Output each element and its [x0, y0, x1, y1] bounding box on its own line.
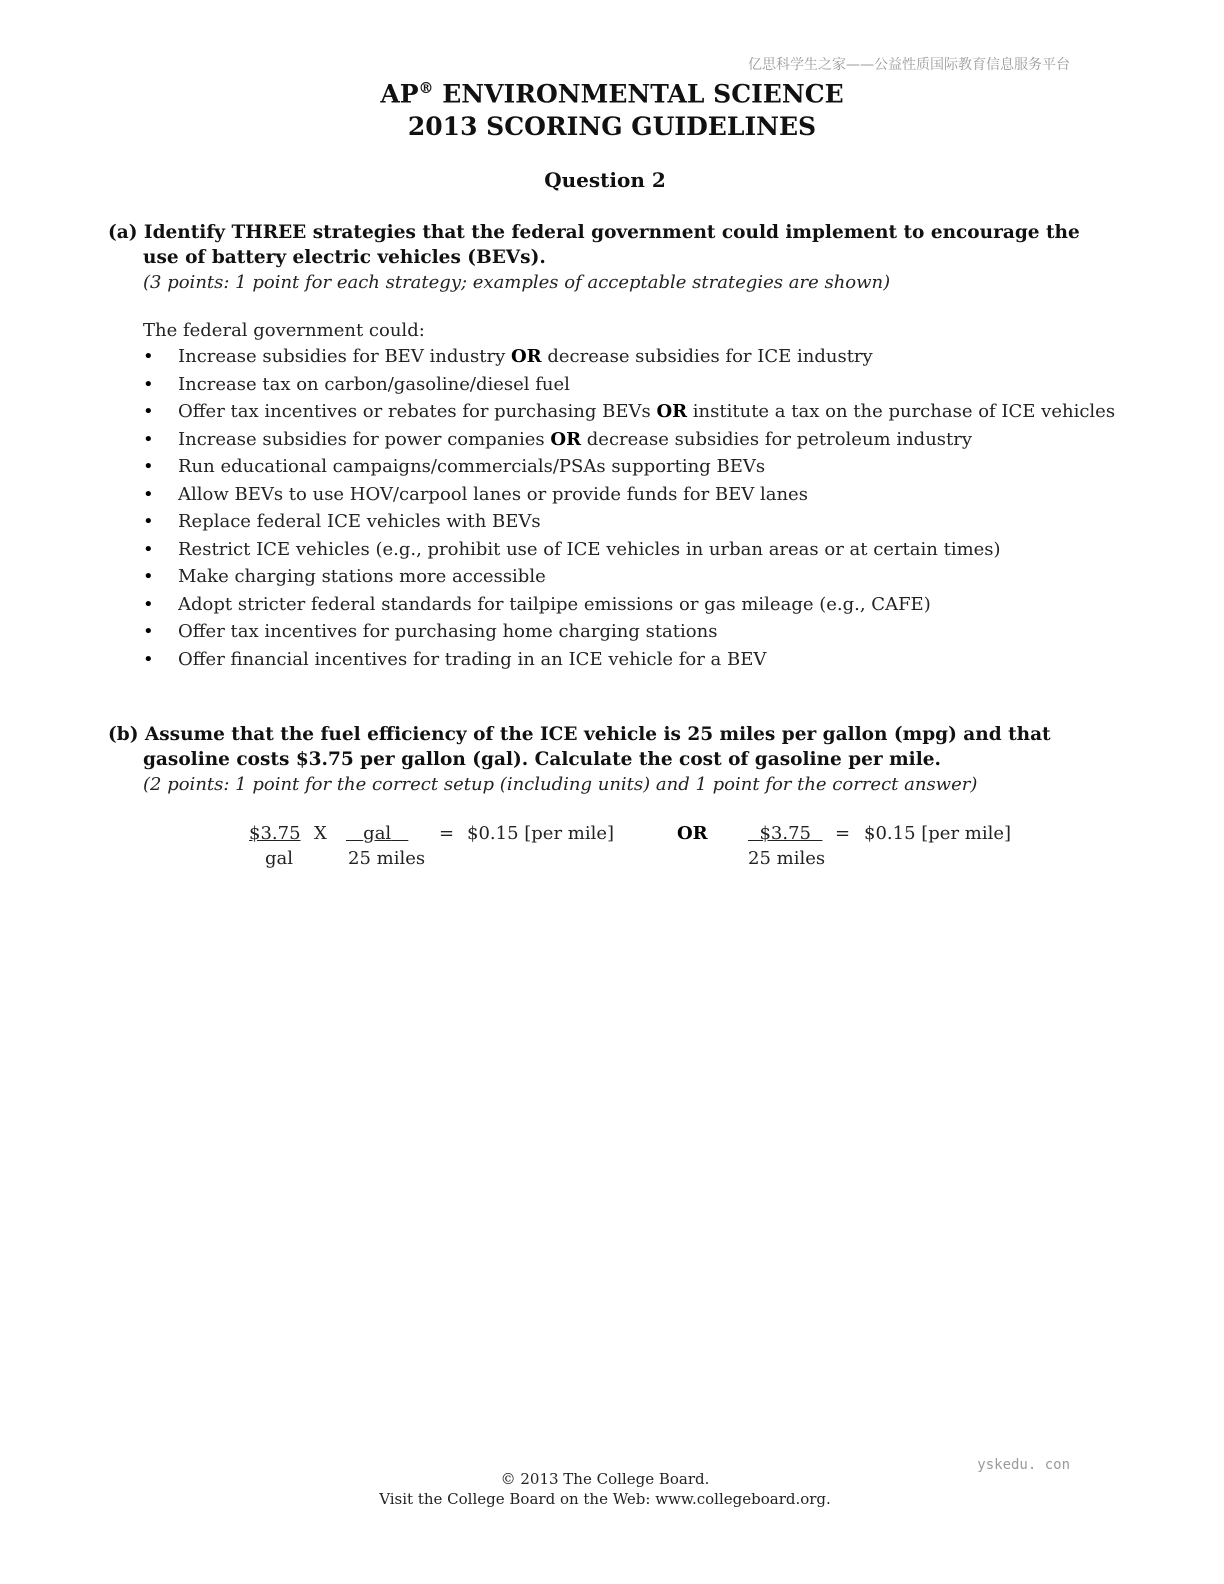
equals-sign-2: =	[835, 823, 851, 844]
or-label: OR	[677, 823, 708, 844]
strategy-list	[108, 345, 1118, 672]
strategy-item: • Increase subsidies for BEV industry OR decrease subsidies for ICE industry	[178, 345, 1118, 370]
part-a-intro: The federal government could:	[143, 320, 425, 341]
strategy-item: • Offer tax incentives for purchasing home charging stations	[178, 620, 1118, 645]
equals-sign-1: =	[439, 823, 455, 844]
numerator-price-2: $3.75	[759, 823, 811, 844]
or-keyword: OR	[656, 401, 688, 422]
denominator-miles: 25 miles	[348, 848, 426, 869]
times-sign: X	[314, 823, 327, 844]
header-line-2: 2013 SCORING GUIDELINES	[407, 112, 817, 142]
part-b-points: (2 points: 1 point for the correct setup (including units) and 1 point for the correct answer)	[143, 774, 978, 795]
part-a-points: (3 points: 1 point for each strategy; examples of acceptable strategies are shown)	[143, 272, 891, 293]
or-keyword: OR	[510, 346, 542, 367]
part-a-question: (a) Identify THREE strategies that the federal government could implement to encourage the use of battery electric vehicles (BEVs).	[108, 222, 1080, 268]
result-1: $0.15 [per mile]	[467, 823, 615, 844]
result-2: $0.15 [per mile]	[864, 823, 1012, 844]
watermark-bottom: yskedu. con	[977, 1457, 1070, 1473]
part-b-question: (b) Assume that the fuel efficiency of the ICE vehicle is 25 miles per gallon (mpg) and that gasoline costs $3.75 per gallon (gal). Calculate the cost of gasoline per mile.	[108, 724, 1051, 770]
strategy-item: • Make charging stations more accessible	[178, 565, 1118, 590]
strategy-item: • Allow BEVs to use HOV/carpool lanes or provide funds for BEV lanes	[178, 483, 1118, 508]
copyright: © 2013 The College Board.	[500, 1470, 710, 1488]
document-header	[0, 72, 1224, 143]
website-note: Visit the College Board on the Web: www.collegeboard.org.	[379, 1490, 831, 1508]
strategy-item: • Run educational campaigns/commercials/PSAs supporting BEVs	[178, 455, 1118, 480]
header-line-1: AP® ENVIRONMENTAL SCIENCE	[380, 79, 844, 109]
footer	[0, 1469, 1210, 1509]
registered-mark: ®	[418, 79, 434, 97]
strategy-item: • Replace federal ICE vehicles with BEVs	[178, 510, 1118, 535]
watermark-top: 亿思科学生之家——公益性质国际教育信息服务平台	[748, 57, 1070, 73]
part-a	[108, 220, 1118, 675]
denominator-gal: gal	[265, 848, 294, 869]
question-title: Question 2	[544, 168, 666, 192]
denominator-miles-2: 25 miles	[748, 848, 826, 869]
numerator-gal: gal	[363, 823, 392, 844]
or-keyword: OR	[550, 428, 582, 450]
strategy-item: • Restrict ICE vehicles (e.g., prohibit use of ICE vehicles in urban areas or at certain times)	[178, 538, 1118, 563]
strategy-item: • Offer tax incentives or rebates for purchasing BEVs OR institute a tax on the purchase of ICE vehicles	[178, 400, 1118, 425]
numerator-price: $3.75	[249, 823, 301, 844]
strategy-item: • Offer financial incentives for trading in an ICE vehicle for a BEV	[178, 648, 1118, 673]
strategy-item: • Increase tax on carbon/gasoline/diesel fuel	[178, 373, 1118, 398]
strategy-item: • Increase subsidies for power companies OR decrease subsidies for petroleum industry	[178, 428, 1118, 453]
part-b	[108, 722, 1118, 797]
strategy-item: • Adopt stricter federal standards for tailpipe emissions or gas mileage (e.g., CAFE)	[178, 593, 1118, 618]
calculation	[0, 820, 1224, 880]
